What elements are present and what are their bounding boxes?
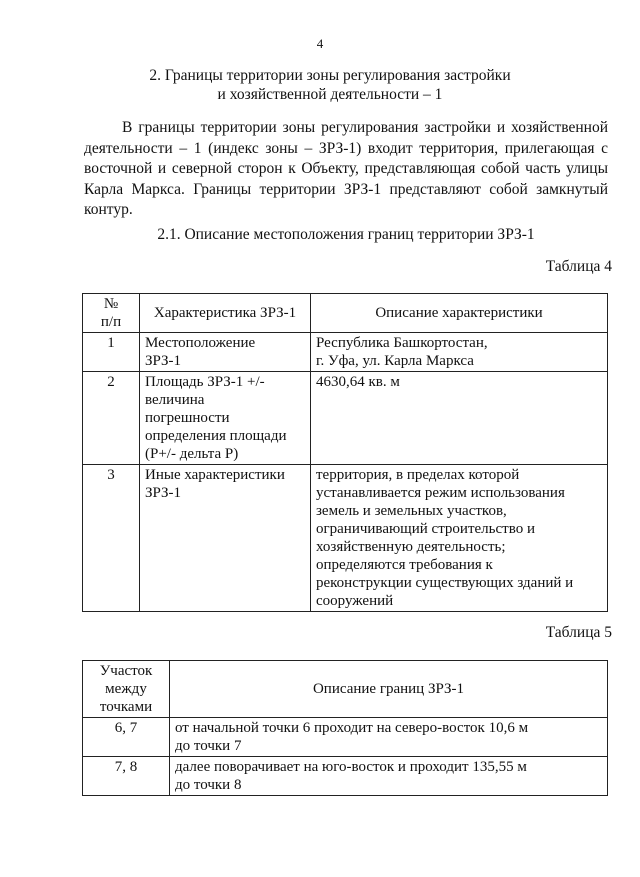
row-segment: 7, 8 [83, 757, 170, 796]
row-characteristic: Местоположение ЗРЗ-1 [140, 333, 311, 372]
section-heading-line-1: 2. Границы территории зоны регулирования застройки [149, 67, 511, 84]
characteristics-table [82, 293, 608, 612]
table5-caption: Таблица 5 [545, 624, 612, 641]
table4-caption: Таблица 4 [545, 258, 612, 275]
column-header-segment: Участок между точками [83, 661, 170, 718]
section-heading [100, 66, 560, 104]
row-description: территория, в пределах которой устанавливается режим использования земель и земельных участков, ограничивающий строительство и хозяйственную деятельность; определяются требования к реконструкции существующих зданий и сооружений [311, 465, 608, 612]
boundaries-table [82, 660, 608, 796]
table-row [83, 333, 608, 372]
intro-paragraph: В границы территории зоны регулирования застройки и хозяйственной деятельности – 1 (индекс зоны – ЗРЗ-1) входит территория, прилегающая с восточной и северной сторон к Объекту, представляющая собой часть улицы Карла Маркса. Границы территории ЗРЗ-1 представляют собой замкнутый контур. [84, 119, 608, 218]
section-heading-line-2: и хозяйственной деятельности – 1 [217, 86, 443, 103]
row-characteristic: Иные характеристики ЗРЗ-1 [140, 465, 311, 612]
table-row [83, 757, 608, 796]
subsection-heading: 2.1. Описание местоположения границ территории ЗРЗ-1 [157, 226, 535, 243]
row-characteristic: Площадь ЗРЗ-1 +/- величина погрешности определения площади (Р+/- дельта Р) [140, 372, 311, 465]
row-number: 3 [83, 465, 140, 612]
row-description: Республика Башкортостан, г. Уфа, ул. Карла Маркса [311, 333, 608, 372]
column-header-description: Описание характеристики [311, 294, 608, 333]
table-header-row [83, 661, 608, 718]
table-row [83, 718, 608, 757]
page-number: 4 [316, 36, 324, 51]
column-header-number: № п/п [83, 294, 140, 333]
row-number: 1 [83, 333, 140, 372]
row-boundary-description: от начальной точки 6 проходит на северо-восток 10,6 м до точки 7 [170, 718, 608, 757]
row-description: 4630,64 кв. м [311, 372, 608, 465]
table-header-row [83, 294, 608, 333]
row-number: 2 [83, 372, 140, 465]
column-header-characteristic: Характеристика ЗРЗ-1 [140, 294, 311, 333]
table-row [83, 465, 608, 612]
row-segment: 6, 7 [83, 718, 170, 757]
column-header-boundary-description: Описание границ ЗРЗ-1 [170, 661, 608, 718]
table-row [83, 372, 608, 465]
row-boundary-description: далее поворачивает на юго-восток и проходит 135,55 м до точки 8 [170, 757, 608, 796]
